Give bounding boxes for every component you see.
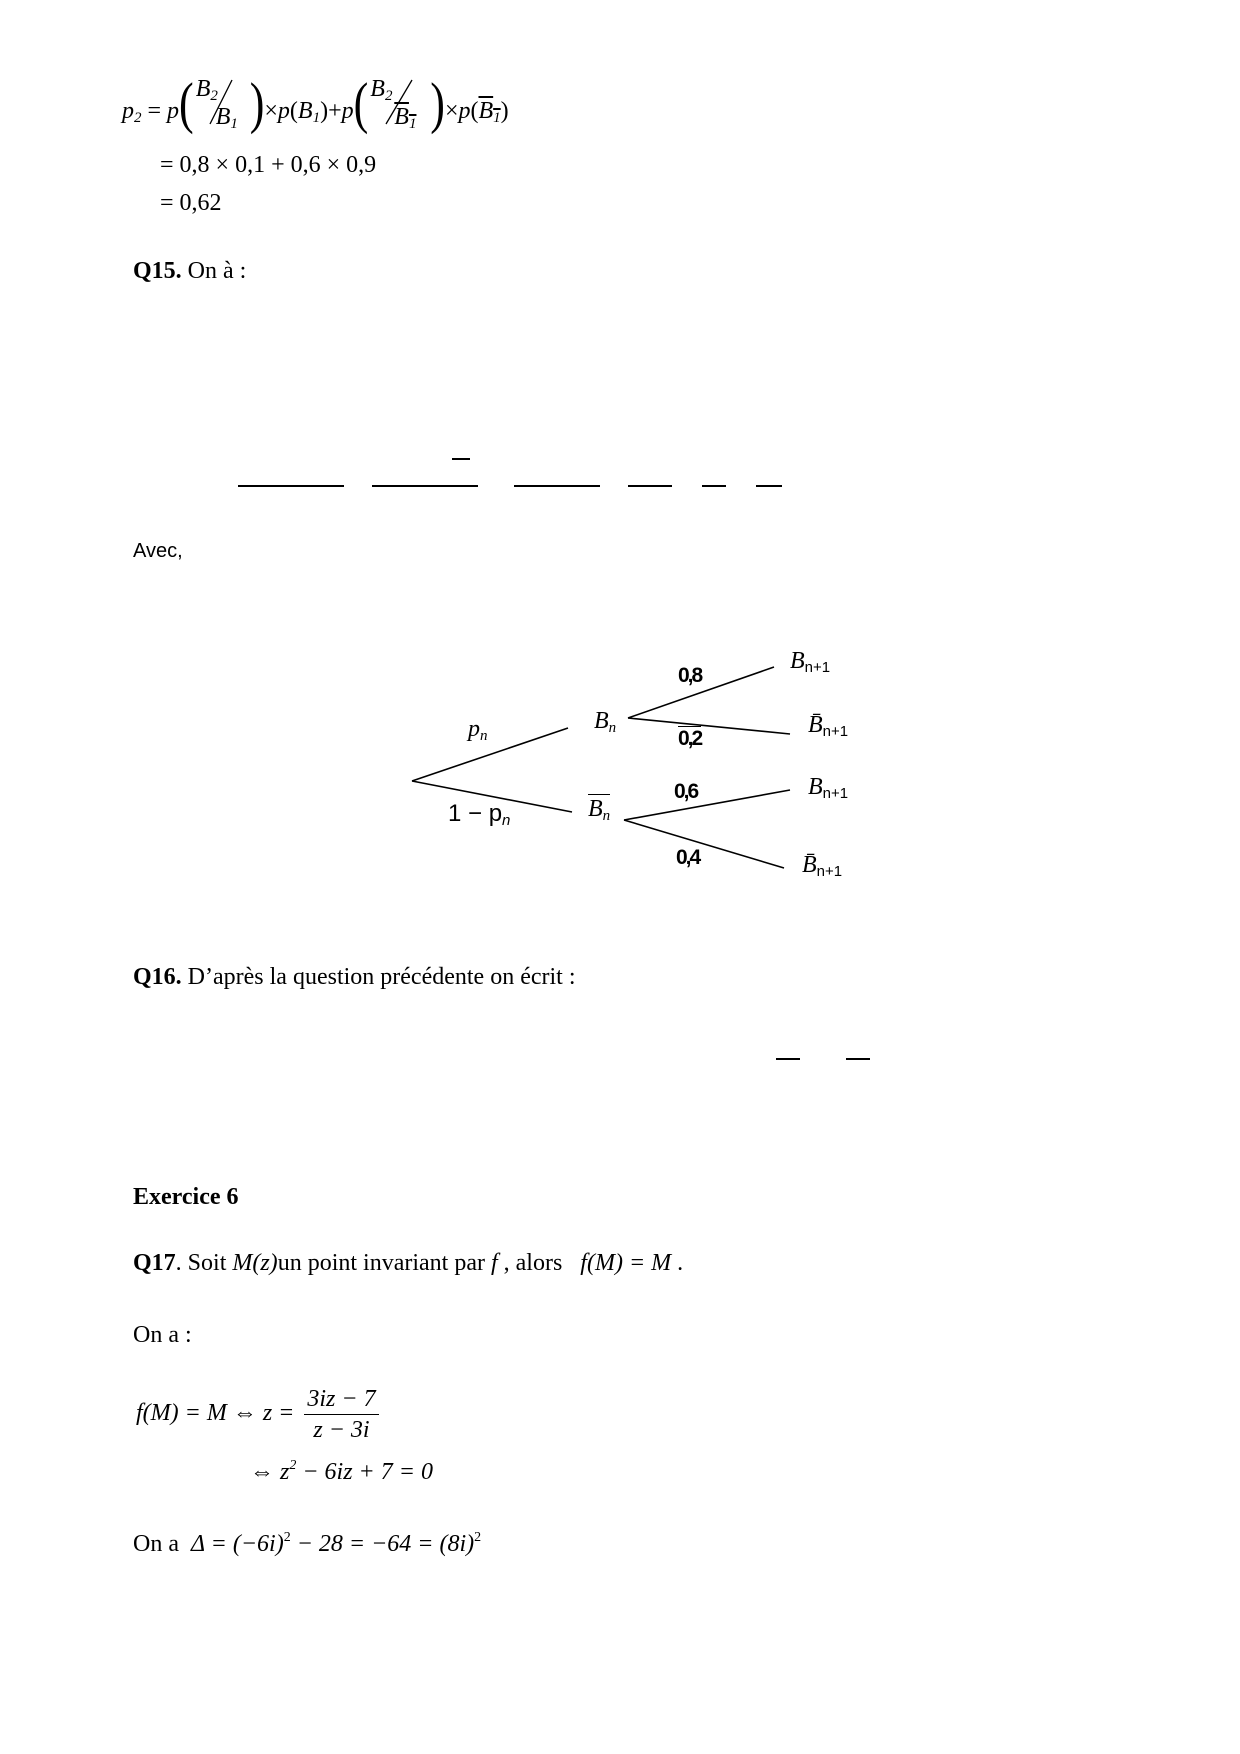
tree-label-1-pn: $1 - p_n$ <box>448 800 511 829</box>
tree-leaf-2: $B̄_{n+1}$ <box>808 712 849 740</box>
tree-prob-08: 0,8 <box>678 664 702 687</box>
q16-heading: Q16. D’après la question précédente on écrit : <box>133 964 576 990</box>
tree-leaf-3: $B_{n+1}$ <box>808 774 849 802</box>
formula-rule <box>846 1058 870 1060</box>
tree-node-bn: $B_n$ <box>594 708 617 736</box>
delta-line: On a $\Delta = (-6i)^2 - 28 = -64 = (8i)^2$ <box>133 1530 482 1557</box>
tree-node-bn-bar: $B_n$ <box>588 796 611 824</box>
p2-formula-line3: = 0,62 <box>160 190 222 216</box>
branch-bnbar-leaf4 <box>624 820 784 868</box>
on-a-label: On a : <box>133 1322 192 1348</box>
tree-leaf-4: $B̄_{n+1}$ <box>802 852 843 880</box>
tree-prob-02: 0,2 <box>678 727 702 750</box>
equation-quadratic: ⇔ $z^2 - 6iz + 7 = 0$ <box>250 1458 433 1485</box>
p2-formula-line2: = 0,8 × 0,1 + 0,6 × 0,9 <box>160 152 377 178</box>
branch-root-bn <box>412 728 568 781</box>
tree-prob-04: 0,4 <box>676 846 700 869</box>
avec-label: Avec, <box>133 540 183 562</box>
equation-fm: f(M) = M ⇔ z = $\frac{3iz - 7}{z - 3i}$ <box>136 1384 379 1445</box>
branch-bn-leaf2 <box>628 718 790 734</box>
exercice-6-title: Exercice 6 <box>133 1184 239 1210</box>
formula-rule <box>776 1058 800 1060</box>
p2-formula-line1: $p_2 = p$( $B_2$ $B_1$ )$\times p(B_1)+p$( $B_2$ $B_1$ )$\times p(B_1)$ <box>122 71 509 136</box>
tree-leaf-1: $B_{n+1}$ <box>790 648 831 676</box>
tree-prob-06: 0,6 <box>674 780 698 803</box>
tree-label-pn: $p_n$ <box>468 716 488 744</box>
q17-text: Q17. Soit M(z)un point invariant par f , alors f(M) = M . <box>133 1250 684 1276</box>
q15-heading: Q15. On à : <box>133 258 247 284</box>
branch-bnbar-leaf3 <box>624 790 790 820</box>
